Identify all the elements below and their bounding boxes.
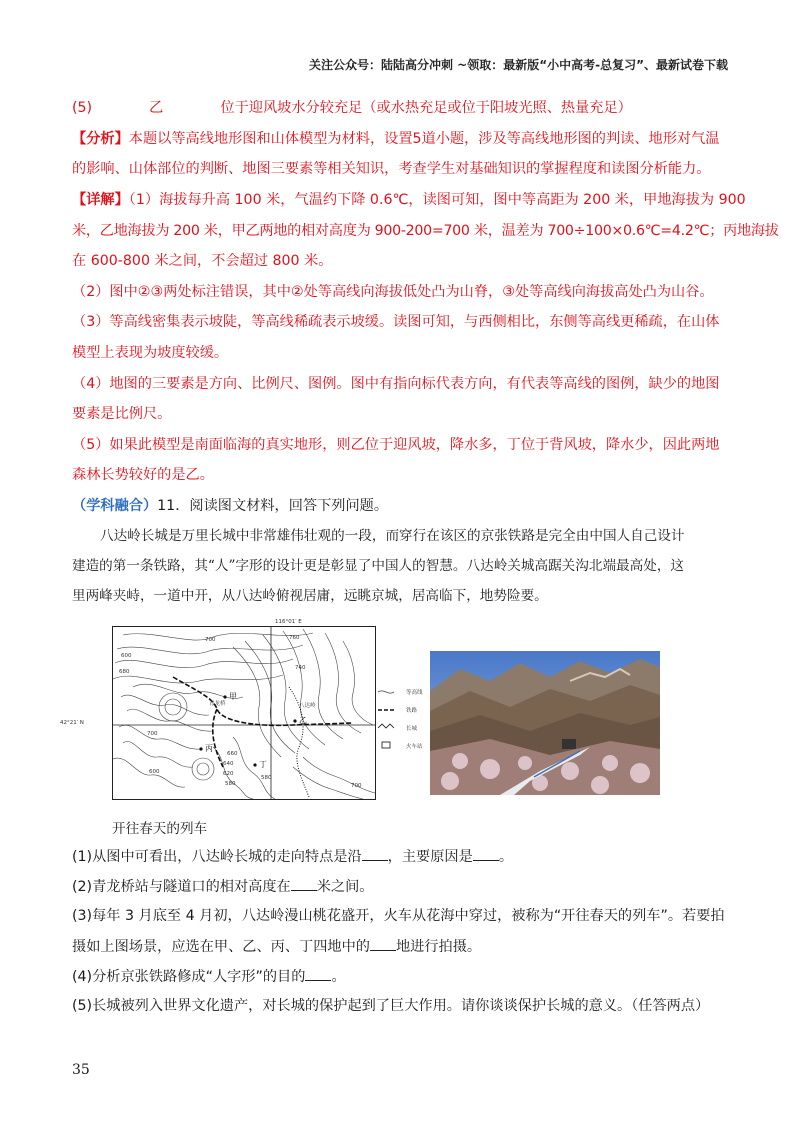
detail-line-5: （3）等高线密集表示坡陡，等高线稀疏表示坡缓。读图可知，与西侧相比，东侧等高线更稀疏，在山体 (72, 314, 720, 330)
detail-line-10: 森林长势较好的是乙。 (72, 467, 214, 483)
sub-question-4-text: (4)分析京张铁路修成“人字形”的目的 (72, 969, 306, 985)
sub-question-4 (72, 966, 732, 987)
sub-question-1-mid: ，主要原因是 (387, 849, 473, 865)
passage-line-1: 八达岭长城是万里长城中非常雄伟壮观的一段，而穿行在该区的京张铁路是完全由中国人自己设计 (100, 528, 685, 544)
legend-contour: 等高线 (406, 690, 423, 696)
detail-tag: 【详解】 (72, 192, 129, 208)
station-label-qinglongqiao: 青龙桥 (209, 701, 226, 707)
answer-5-reason: 位于迎风坡水分较充足（或水热充足或位于阳坡光照、热量充足） (220, 100, 632, 116)
page-number: 35 (72, 1062, 90, 1078)
question-11-head (72, 496, 732, 516)
great-wall-photo (430, 651, 660, 795)
answer-5-label: (5) (72, 100, 93, 116)
answer-blank[interactable] (473, 846, 499, 861)
lon-label: 116°01′ E (275, 619, 302, 625)
analysis-text-1: 本题以等高线地形图和山体模型为材料，设置5道小题，涉及等高线地形图的判读、地形对气温 (128, 131, 720, 147)
answer-5 (72, 98, 732, 118)
detail-line-2: 米，乙地海拔为 200 米，甲乙两地的相对高度为 900-200=700 米，温差为 700÷100×0.6℃=4.2℃；丙地海拔 (72, 223, 779, 239)
contour-label: 680 (119, 669, 130, 675)
sub-question-2 (72, 876, 732, 897)
analysis-line-2: 的影响、山体部位的判断、地图三要素等相关知识，考查学生对基础知识的掌握程度和读图分析能力。 (72, 161, 711, 177)
legend-wall-icon (378, 724, 394, 728)
sub-question-4-end: 。 (331, 969, 346, 985)
sub-question-5: (5)长城被列入世界文化遗产，对长城的保护起到了巨大作用。请你谈谈保护长城的意义。（任答两点） (72, 998, 710, 1014)
answer-blank[interactable] (370, 936, 396, 951)
contour-label: 600 (121, 653, 132, 659)
contour-label: 660 (227, 751, 238, 757)
place-ding: 丁 (259, 760, 267, 769)
contour-map-svg (113, 627, 375, 799)
detail-line-7: （4）地图的三要素是方向、比例尺、图例。图中有指向标代表方向，有代表等高线的图例，缺少的地图 (72, 376, 720, 392)
passage-line-3: 里两峰夹峙，一道中开，从八达岭俯视居庸，远眺京城，居高临下，地势险要。 (72, 588, 548, 604)
legend-contour-icon (378, 691, 394, 693)
legend-railway: 铁路 (406, 708, 418, 714)
legend-station-icon (382, 742, 390, 748)
detail-line-1 (72, 190, 746, 210)
station-label-badaling: 八达岭 (299, 703, 316, 709)
contour-label: 760 (289, 635, 300, 641)
figure-caption: 开往春天的列车 (112, 821, 208, 837)
legend (376, 686, 432, 756)
sub-question-1 (72, 846, 732, 867)
detail-text-1: （1）海拔每升高 100 米，气温约下降 0.6℃，读图可知，图中等高距为 200 米，甲地海拔为 900 (128, 192, 746, 208)
contour-label: 640 (223, 761, 234, 767)
sub-question-3: (3)每年 3 月底至 4 月初，八达岭漫山桃花盛开，火车从花海中穿过，被称为“开往春天的列车”。若要拍 (72, 908, 725, 924)
analysis-tag: 【分析】 (72, 131, 129, 147)
contour-label: 700 (351, 783, 362, 789)
sub-question-1-text: (1)从图中可看出，八达岭长城的走向特点是沿 (72, 849, 362, 865)
detail-line-4: （2）图中②③两处标注错误，其中②处等高线向海拔低处凸为山脊，③处等高线向海拔高处凸为山谷。 (72, 284, 714, 300)
sub-question-2-end: 米之间。 (316, 879, 374, 895)
place-yi: 乙 (299, 716, 307, 725)
question-11-title: 11．阅读图文材料，回答下列问题。 (157, 498, 389, 514)
contour-label: 580 (225, 781, 236, 787)
answer-blank[interactable] (291, 876, 317, 891)
sub-question-1-end: 。 (498, 849, 514, 865)
contour-label: 580 (261, 775, 272, 781)
place-bing: 丙 (205, 744, 213, 753)
detail-line-8: 要素是比例尺。 (72, 406, 172, 422)
place-jia: 甲 (229, 692, 237, 701)
analysis-line-1 (72, 129, 732, 149)
detail-line-3: 在 600-800 米之间，不会超过 800 米。 (72, 253, 333, 269)
lat-label: 42°21′ N (60, 720, 84, 726)
contour-label: 600 (149, 769, 160, 775)
detail-line-6: 模型上表现为坡度较缓。 (72, 345, 229, 361)
contour-label: 620 (223, 771, 234, 777)
question-11-tag: （学科融合） (72, 498, 158, 514)
answer-blank[interactable] (362, 846, 388, 861)
sub-question-2-text: (2)青龙桥站与隧道口的相对高度在 (72, 879, 291, 895)
answer-blank[interactable] (305, 966, 331, 981)
header-note: 关注公众号：陆陆高分冲刺 ~领取：最新版“小中高考-总复习”、最新试卷下载 (309, 58, 728, 72)
legend-wall: 长城 (406, 726, 418, 732)
answer-5-value: 乙 (149, 100, 164, 116)
contour-label: 740 (295, 665, 306, 671)
sub-question-3-cont (72, 936, 732, 957)
legend-station: 火车站 (406, 744, 423, 750)
contour-label: 700 (205, 637, 216, 643)
detail-line-9: （5）如果此模型是南面临海的真实地形，则乙位于迎风坡，降水多，丁位于背风坡，降水少，因此两地 (72, 437, 720, 453)
contour-map (112, 626, 376, 800)
sub-question-3-text: 摄如上图场景，应选在甲、乙、丙、丁四地中的 (72, 939, 370, 955)
photo-svg (430, 651, 660, 795)
sub-question-3-end: 地进行拍摄。 (395, 939, 482, 955)
passage-line-2: 建造的第一条铁路，其“人”字形的设计更是彰显了中国人的智慧。八达岭关城高踞关沟北端最高处，这 (72, 558, 685, 574)
contour-label: 700 (147, 731, 158, 737)
